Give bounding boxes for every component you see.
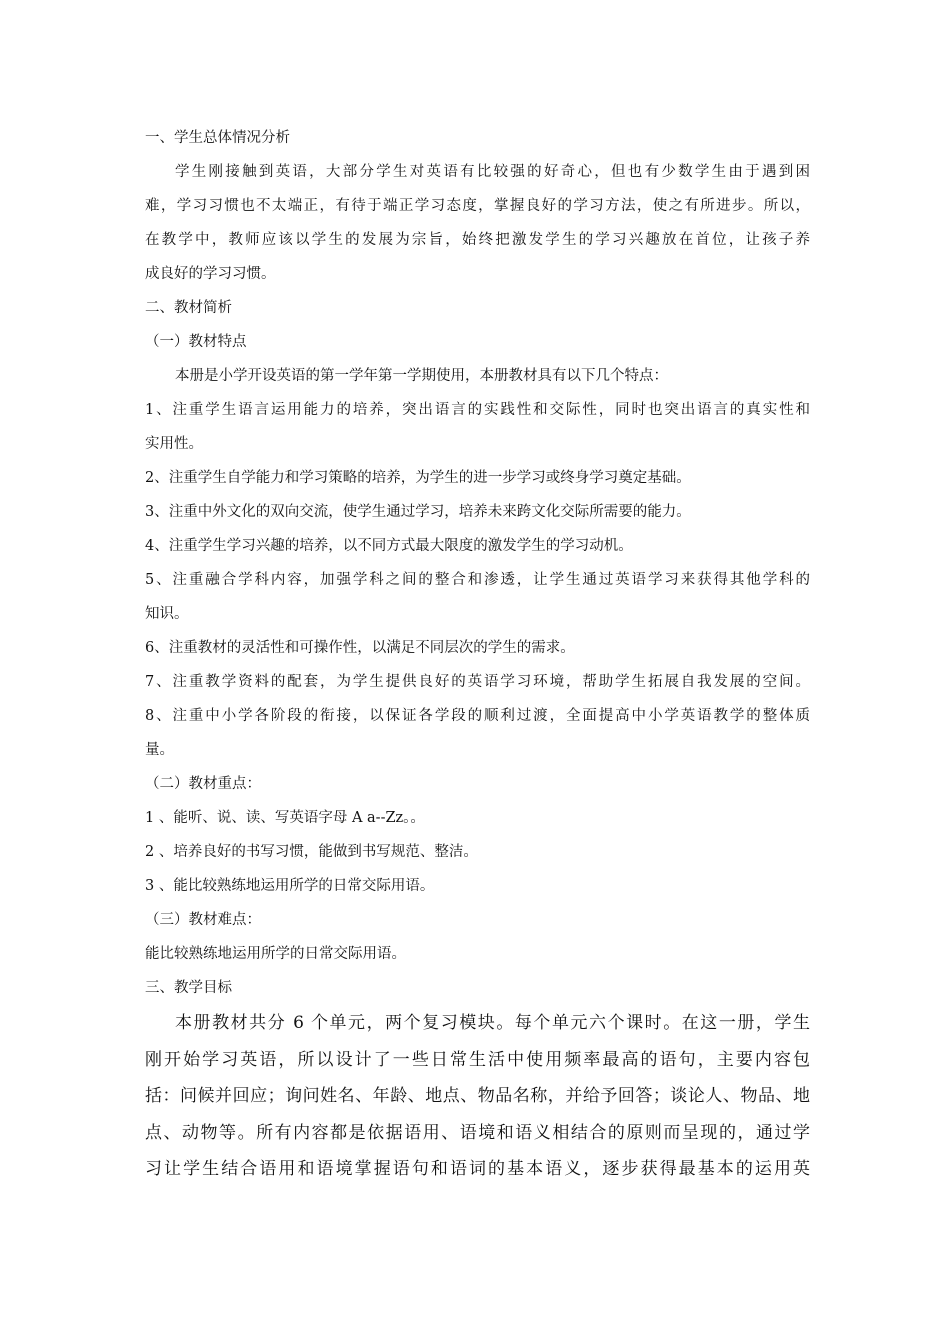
section-heading-teaching-goals: 三、教学目标 [145,980,232,996]
paragraph-line: 刚开始学习英语，所以设计了一些日常生活中使用频率最高的语句，主要内容包 [145,1049,810,1070]
feature-line: 2、注重学生自学能力和学习策略的培养，为学生的进一步学习或终身学习奠定基础。 [145,470,691,486]
subsection-heading-key-points: （二）教材重点： [145,776,261,792]
paragraph-line: 习让学生结合语用和语境掌握语句和语词的基本语义，逐步获得最基本的运用英 [145,1159,810,1179]
feature-line: 3、注重中外文化的双向交流，使学生通过学习，培养未来跨文化交际所需要的能力。 [145,504,691,520]
section-heading-textbook-analysis: 二、教材简析 [145,300,232,316]
key-point-line: 3 、能比较熟练地运用所学的日常交际用语。 [145,878,435,894]
paragraph-line: 成良好的学习习惯。 [145,266,276,282]
key-point-line: 1 、能听、说、读、写英语字母 A a--Zz。。 [145,810,425,826]
key-point-line: 2 、培养良好的书写习惯，能做到书写规范、整洁。 [145,844,478,860]
paragraph-line: 在教学中，教师应该以学生的发展为宗旨，始终把激发学生的学习兴趣放在首位，让孩子养 [145,232,810,248]
paragraph-line: 点、动物等。所有内容都是依据语用、语境和语义相结合的原则而呈现的，通过学 [145,1122,810,1143]
feature-line: 知识。 [145,606,189,622]
feature-line: 7、注重教学资料的配套，为学生提供良好的英语学习环境，帮助学生拓展自我发展的空间。 [145,674,810,690]
paragraph-line: 本册是小学开设英语的第一学年第一学期使用，本册教材具有以下几个特点： [175,368,668,384]
feature-line: 8、注重中小学各阶段的衔接，以保证各学段的顺利过渡，全面提高中小学英语教学的整体质 [145,708,810,724]
paragraph-line: 括：问候并回应；询问姓名、年龄、地点、物品名称，并给予回答；谈论人、物品、地 [145,1086,810,1106]
feature-line: 6、注重教材的灵活性和可操作性，以满足不同层次的学生的需求。 [145,640,575,656]
paragraph-line: 难，学习习惯也不太端正，有待于端正学习态度，掌握良好的学习方法，使之有所进步。所以， [145,198,810,214]
feature-line: 量。 [145,742,174,758]
feature-line: 1、注重学生语言运用能力的培养，突出语言的实践性和交际性，同时也突出语言的真实性和 [145,402,810,418]
subsection-heading-difficulties: （三）教材难点： [145,912,261,928]
paragraph-line: 学生刚接触到英语，大部分学生对英语有比较强的好奇心，但也有少数学生由于遇到困 [175,164,810,180]
feature-line: 实用性。 [145,436,203,452]
section-heading-student-analysis: 一、学生总体情况分析 [145,130,290,146]
paragraph-line: 本册教材共分 6 个单元，两个复习模块。每个单元六个课时。在这一册，学生 [175,1013,810,1033]
document-body [145,121,810,1188]
subsection-heading-features: （一）教材特点 [145,334,247,350]
feature-line: 5、注重融合学科内容，加强学科之间的整合和渗透，让学生通过英语学习来获得其他学科的 [145,572,810,588]
difficulty-line: 能比较熟练地运用所学的日常交际用语。 [145,946,406,962]
feature-line: 4、注重学生学习兴趣的培养，以不同方式最大限度的激发学生的学习动机。 [145,538,633,554]
